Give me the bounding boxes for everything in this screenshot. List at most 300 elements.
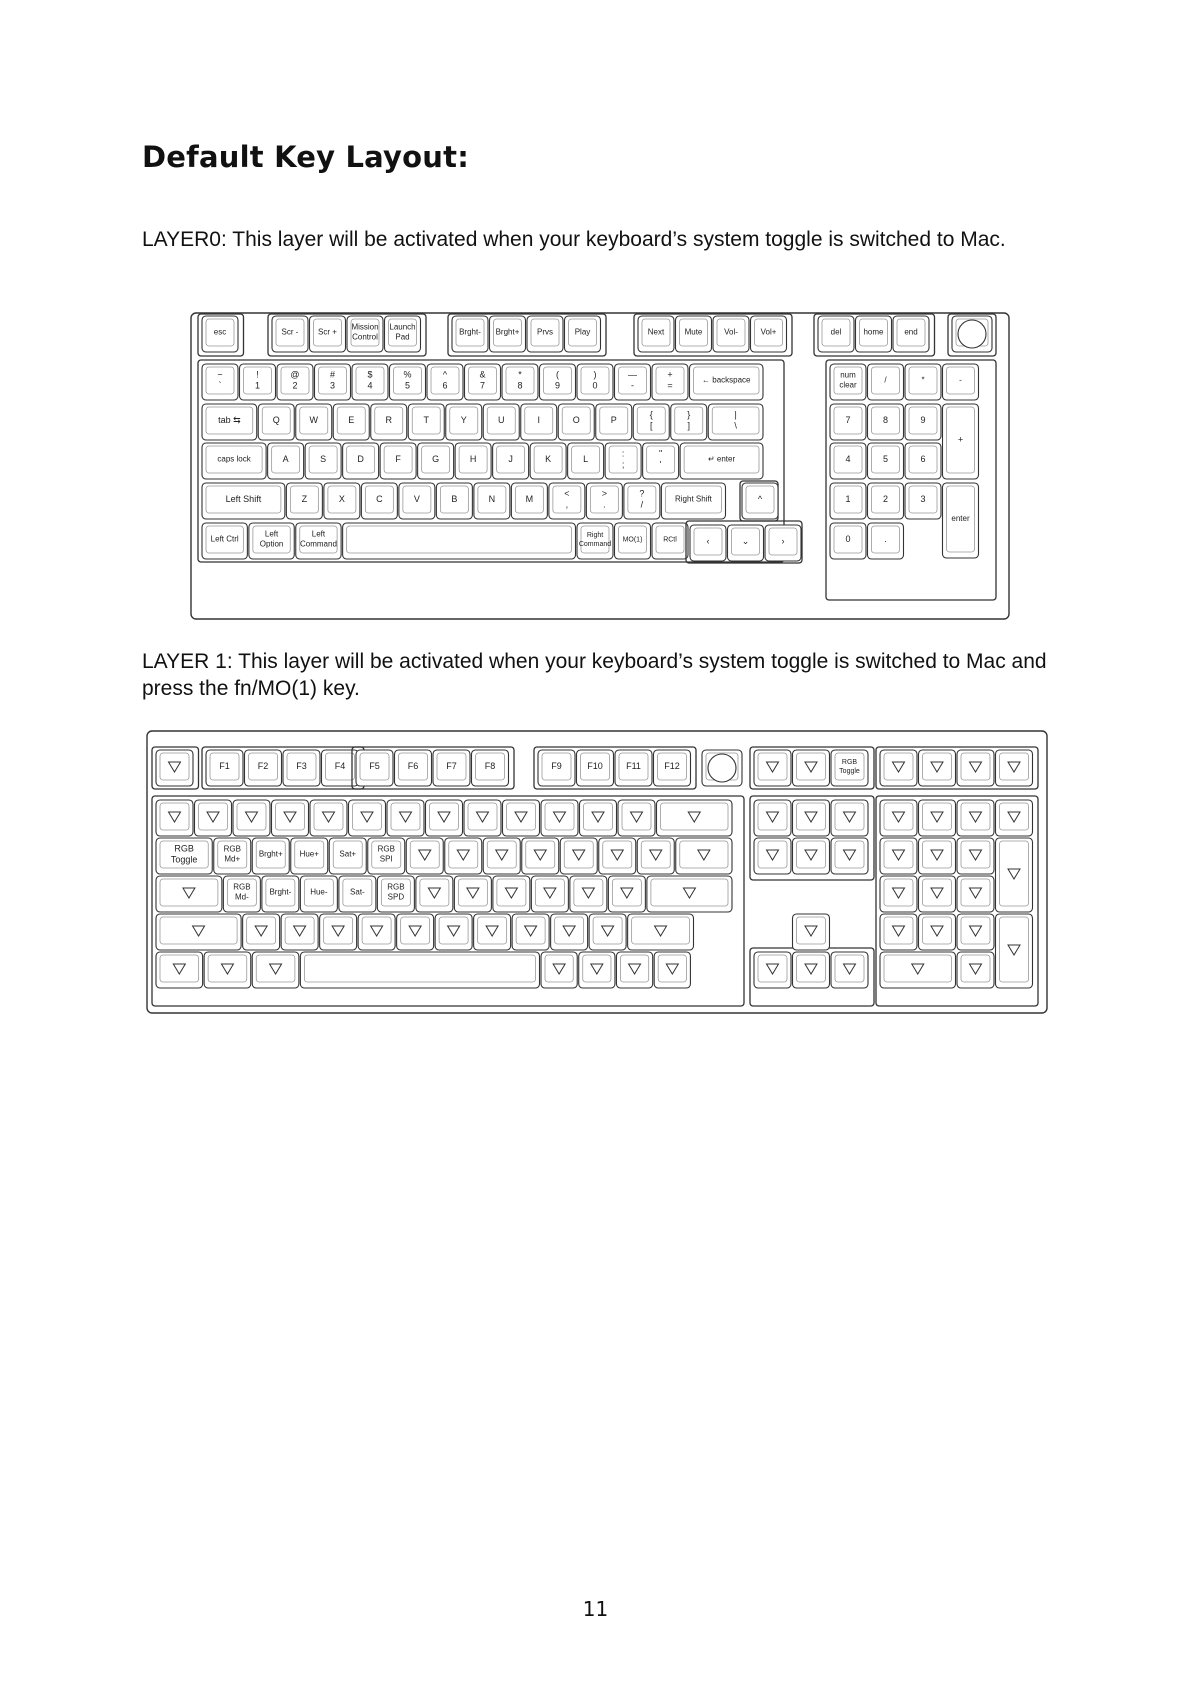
svg-text:Md-: Md- — [234, 892, 249, 902]
key-fn-row — [245, 750, 282, 786]
key-numpad — [868, 364, 904, 400]
svg-text:8: 8 — [882, 415, 889, 425]
svg-text:R: R — [385, 415, 392, 425]
svg-text:RGB: RGB — [223, 844, 241, 854]
svg-text:tab ⇆: tab ⇆ — [218, 415, 241, 425]
svg-text:3: 3 — [920, 494, 926, 504]
svg-text:—: — — [628, 369, 637, 380]
key-numpad — [919, 914, 956, 950]
layer1-description: LAYER 1: This layer will be activated when your keyboard’s system toggle is switched to Mac and press the fn/MO(1) key. — [142, 650, 1047, 700]
svg-text:del: del — [830, 327, 842, 337]
key-fn-row — [272, 316, 308, 352]
key — [352, 364, 388, 400]
key-space — [300, 952, 539, 988]
svg-text:8: 8 — [517, 380, 523, 391]
key — [483, 838, 520, 874]
svg-text:5: 5 — [882, 454, 889, 464]
svg-text:RGB: RGB — [174, 843, 194, 854]
svg-text:D: D — [357, 454, 364, 464]
key-fn-row — [565, 316, 601, 352]
key — [252, 838, 289, 874]
svg-text:M: M — [525, 494, 534, 504]
svg-text:N: N — [488, 494, 496, 504]
key-fn-row — [356, 750, 393, 786]
svg-text:Command: Command — [578, 540, 612, 548]
svg-text:(: ( — [556, 369, 559, 380]
key — [427, 364, 463, 400]
svg-text:\: \ — [734, 420, 737, 431]
svg-text:← backspace: ← backspace — [702, 375, 751, 385]
svg-text:H: H — [469, 454, 477, 464]
knob — [702, 750, 742, 786]
svg-text:SPI: SPI — [379, 854, 393, 864]
key — [243, 914, 280, 950]
key-fn-row — [754, 750, 791, 786]
svg-text:K: K — [545, 454, 552, 464]
key — [605, 443, 641, 479]
key — [568, 443, 604, 479]
svg-text:+: + — [667, 369, 673, 380]
key-modifier — [296, 523, 341, 559]
key-numpad-plus — [943, 404, 979, 479]
key — [608, 876, 645, 912]
svg-text:]: ] — [687, 420, 691, 431]
key — [577, 364, 613, 400]
svg-text:F11: F11 — [626, 761, 641, 771]
key — [343, 443, 379, 479]
svg-text:7: 7 — [479, 380, 486, 391]
svg-text:RGB: RGB — [377, 844, 395, 854]
key-modifier — [579, 952, 615, 988]
key — [272, 800, 309, 836]
svg-text:7: 7 — [845, 415, 851, 425]
svg-text:G: G — [432, 454, 440, 464]
key — [240, 364, 276, 400]
key — [586, 483, 622, 519]
svg-text:#: # — [329, 369, 336, 380]
svg-text:;: ; — [621, 459, 625, 470]
svg-text:Play: Play — [574, 327, 591, 337]
key-numpad — [957, 914, 994, 950]
svg-text:Z: Z — [301, 494, 308, 504]
key — [512, 914, 549, 950]
key — [406, 838, 443, 874]
key — [195, 800, 232, 836]
svg-text:F10: F10 — [587, 761, 603, 771]
key — [397, 914, 434, 950]
key-fn-row — [385, 316, 421, 352]
svg-text:end: end — [904, 327, 918, 337]
key-nav — [831, 800, 868, 836]
key — [549, 483, 585, 519]
key — [281, 914, 318, 950]
key-numpad — [880, 800, 917, 836]
svg-text:0: 0 — [845, 534, 851, 544]
page-number: 11 — [582, 1597, 609, 1621]
svg-text:RGB: RGB — [233, 882, 251, 892]
key — [435, 914, 472, 950]
key-numpad — [868, 523, 904, 559]
svg-text:6: 6 — [442, 380, 448, 391]
svg-text:RGB: RGB — [387, 882, 405, 892]
key-fn-row — [490, 316, 526, 352]
svg-text:S: S — [320, 454, 327, 464]
key-arrow — [690, 525, 726, 561]
key — [445, 838, 482, 874]
key-numpad — [880, 914, 917, 950]
key — [277, 364, 313, 400]
svg-text:-: - — [631, 380, 634, 391]
key — [493, 443, 529, 479]
svg-text:2: 2 — [292, 380, 298, 391]
key — [258, 404, 294, 440]
svg-text:*: * — [921, 375, 925, 385]
key-fn-row — [957, 750, 994, 786]
key-backspace — [690, 364, 764, 400]
svg-text:Option: Option — [259, 539, 284, 549]
svg-text:9: 9 — [554, 380, 561, 391]
key — [436, 483, 472, 519]
key-nav — [793, 838, 830, 874]
key-modifier — [652, 523, 688, 559]
svg-text:Prvs: Prvs — [537, 327, 553, 337]
key — [570, 876, 607, 912]
svg-text:F12: F12 — [664, 761, 680, 771]
svg-text:›: › — [781, 536, 785, 546]
key — [296, 404, 332, 440]
key — [426, 800, 463, 836]
key — [418, 443, 454, 479]
key — [156, 876, 222, 912]
key-numpad — [880, 838, 917, 874]
key — [521, 404, 557, 440]
key — [558, 404, 594, 440]
key — [503, 800, 540, 836]
key — [560, 838, 597, 874]
key-modifier — [249, 523, 294, 559]
svg-text:`: ` — [218, 380, 222, 391]
svg-text:⌄: ⌄ — [741, 536, 750, 546]
svg-text:E: E — [348, 415, 355, 425]
key — [368, 838, 405, 874]
key — [324, 483, 360, 519]
key-rgb — [156, 838, 212, 874]
svg-text:{: { — [649, 409, 653, 420]
key — [647, 876, 732, 912]
svg-text:Left Ctrl: Left Ctrl — [210, 534, 239, 544]
key-numpad — [868, 483, 904, 519]
key-fn-row — [452, 316, 488, 352]
key — [300, 876, 337, 912]
key — [291, 838, 328, 874]
key-numpad — [919, 838, 956, 874]
svg-text:!: ! — [256, 369, 259, 380]
svg-text:Next: Next — [647, 327, 665, 337]
svg-text:F: F — [395, 454, 401, 464]
svg-text:F9: F9 — [551, 761, 562, 771]
svg-text:%: % — [403, 369, 412, 380]
key-fn-row — [638, 316, 674, 352]
svg-text:RGB: RGB — [841, 758, 858, 766]
key-caps-lock — [202, 443, 266, 479]
key-fn-row — [751, 316, 787, 352]
key-left-shift — [202, 483, 285, 519]
svg-text:Md+: Md+ — [224, 854, 241, 864]
key — [530, 443, 566, 479]
svg-text:Mission: Mission — [351, 322, 379, 332]
svg-text:F5: F5 — [369, 761, 380, 771]
key — [652, 364, 688, 400]
svg-text:I: I — [537, 415, 541, 425]
key — [377, 876, 414, 912]
svg-text:Right: Right — [586, 531, 604, 539]
svg-text:RCtl: RCtl — [663, 536, 677, 544]
key — [643, 443, 679, 479]
svg-text:Sat+: Sat+ — [339, 849, 357, 859]
svg-text:V: V — [413, 494, 420, 504]
key — [455, 443, 491, 479]
svg-text:Vol-: Vol- — [724, 327, 738, 337]
key — [156, 914, 241, 950]
key-numpad — [905, 404, 941, 440]
key-enter — [680, 443, 763, 479]
key-fn-row — [893, 316, 929, 352]
key-fn-row — [713, 316, 749, 352]
key — [329, 838, 366, 874]
key-numpad — [868, 443, 904, 479]
key — [305, 443, 341, 479]
key-numpad — [957, 952, 994, 988]
key — [464, 800, 501, 836]
key — [618, 800, 655, 836]
key — [502, 364, 538, 400]
key-fn-row — [615, 750, 652, 786]
key — [657, 800, 733, 836]
key — [416, 876, 453, 912]
svg-text:,: , — [565, 499, 569, 510]
key — [599, 838, 636, 874]
svg-text:Vol+: Vol+ — [760, 327, 777, 337]
key-modifier — [202, 523, 247, 559]
svg-text:Mute: Mute — [684, 327, 703, 337]
key-numpad — [830, 443, 866, 479]
svg-text:+: + — [957, 434, 964, 445]
svg-text:*: * — [518, 369, 522, 380]
key-numpad — [905, 483, 941, 519]
svg-text:home: home — [863, 327, 884, 337]
key-modifier — [654, 952, 690, 988]
key-nav — [831, 838, 868, 874]
key-fn-row — [654, 750, 691, 786]
svg-text:Sat-: Sat- — [350, 887, 365, 897]
key — [483, 404, 519, 440]
key-arrow — [754, 952, 791, 988]
key-fn-row — [322, 750, 359, 786]
key-numpad — [830, 364, 866, 400]
svg-text:}: } — [687, 409, 691, 420]
key-fn-row — [347, 316, 383, 352]
knob — [952, 316, 992, 352]
svg-text:Right Shift: Right Shift — [674, 494, 712, 504]
svg-text:=: = — [667, 380, 673, 391]
key-modifier — [204, 952, 251, 988]
svg-text:[: [ — [649, 420, 653, 431]
svg-text:B: B — [451, 494, 458, 504]
key-fn-row — [310, 316, 346, 352]
key — [541, 800, 578, 836]
svg-text:F8: F8 — [484, 761, 496, 771]
svg-text:esc: esc — [213, 327, 227, 337]
svg-text:T: T — [423, 415, 429, 425]
key-numpad — [996, 800, 1033, 836]
key-numpad — [830, 404, 866, 440]
page-heading: Default Key Layout: — [142, 140, 469, 174]
svg-text:U: U — [498, 415, 505, 425]
svg-text:0: 0 — [592, 380, 598, 391]
key-space — [343, 523, 576, 559]
svg-text:Brght+: Brght+ — [258, 849, 283, 859]
key-fn-row — [831, 750, 868, 786]
key — [380, 443, 416, 479]
key-nav — [754, 838, 791, 874]
svg-text:SPD: SPD — [387, 892, 405, 902]
svg-text:F3: F3 — [296, 761, 307, 771]
svg-text:W: W — [309, 415, 318, 425]
key — [676, 838, 732, 874]
svg-text:Control: Control — [352, 332, 378, 342]
key-arrow — [793, 952, 830, 988]
key — [522, 838, 559, 874]
svg-text:': ' — [659, 459, 662, 470]
key — [233, 800, 270, 836]
key — [671, 404, 707, 440]
key — [511, 483, 547, 519]
svg-text:clear: clear — [839, 380, 857, 390]
svg-text:P: P — [610, 415, 617, 425]
svg-text:Left: Left — [311, 529, 326, 539]
key — [315, 364, 351, 400]
svg-text:Brght-: Brght- — [269, 887, 292, 897]
svg-text:F2: F2 — [257, 761, 269, 771]
svg-text:Brght-: Brght- — [459, 327, 481, 337]
key — [339, 876, 376, 912]
key — [333, 404, 369, 440]
key-numpad — [919, 876, 956, 912]
svg-text:Hue-: Hue- — [310, 887, 328, 897]
key-fn-row — [472, 750, 509, 786]
layer0-description: LAYER0: This layer will be activated when your keyboard’s system toggle is switched to Mac. — [142, 228, 1006, 251]
key-modifier — [577, 523, 613, 559]
svg-text:F1: F1 — [219, 761, 230, 771]
svg-text:4: 4 — [845, 454, 851, 464]
svg-text:J: J — [508, 454, 513, 464]
svg-text:1: 1 — [254, 380, 261, 391]
key — [596, 404, 632, 440]
svg-text:$: $ — [367, 369, 373, 380]
key — [358, 914, 395, 950]
key — [399, 483, 435, 519]
svg-text:&: & — [479, 369, 486, 380]
key — [446, 404, 482, 440]
svg-text:A: A — [282, 454, 289, 464]
svg-text:.: . — [603, 499, 606, 510]
key-numpad — [880, 876, 917, 912]
key-modifier — [541, 952, 577, 988]
key-numpad-enter — [996, 914, 1033, 988]
key — [633, 404, 669, 440]
key-fn-row — [433, 750, 470, 786]
key-numpad-plus — [996, 838, 1033, 912]
key-numpad — [868, 404, 904, 440]
svg-text:↵ enter: ↵ enter — [707, 454, 736, 464]
svg-text:-: - — [959, 375, 962, 385]
key-fn-row — [676, 316, 712, 352]
key — [387, 800, 424, 836]
svg-text:num: num — [840, 370, 856, 380]
key — [474, 914, 511, 950]
key-up-arrow — [742, 483, 778, 519]
key-fn-row — [202, 316, 238, 352]
key-modifier — [252, 952, 299, 988]
key-numpad — [943, 364, 979, 400]
key — [628, 914, 694, 950]
svg-text:3: 3 — [329, 380, 336, 391]
key-fn-row — [283, 750, 320, 786]
svg-text:Y: Y — [460, 415, 467, 425]
svg-text:2: 2 — [882, 494, 889, 504]
key-arrow — [728, 525, 764, 561]
svg-text::: : — [621, 448, 625, 459]
svg-text:): ) — [593, 369, 597, 380]
key-fn-row — [818, 316, 854, 352]
svg-text:F7: F7 — [446, 761, 457, 771]
svg-text:/: / — [640, 499, 644, 510]
key — [637, 838, 674, 874]
key-nav — [793, 800, 830, 836]
svg-text:MO(1): MO(1) — [622, 536, 643, 544]
key — [320, 914, 357, 950]
key — [493, 876, 530, 912]
svg-text:Left: Left — [264, 529, 279, 539]
key — [551, 914, 588, 950]
svg-text:caps lock: caps lock — [217, 454, 251, 464]
key — [589, 914, 626, 950]
svg-text:": " — [659, 448, 663, 459]
key-fn-row — [793, 750, 830, 786]
key-numpad — [905, 364, 941, 400]
svg-text:1: 1 — [845, 494, 851, 504]
key-fn-row — [919, 750, 956, 786]
svg-text:5: 5 — [404, 380, 411, 391]
layer1-keyboard-diagram — [146, 730, 1048, 1014]
svg-text:Scr +: Scr + — [318, 327, 337, 337]
key — [531, 876, 568, 912]
key-numpad-enter — [943, 483, 979, 558]
key — [540, 364, 576, 400]
key-modifier — [156, 952, 203, 988]
key — [708, 404, 763, 440]
svg-text:|: | — [734, 409, 737, 420]
key-fn-row — [856, 316, 892, 352]
svg-text:L: L — [583, 454, 589, 464]
key — [474, 483, 510, 519]
svg-text:Command: Command — [299, 539, 337, 549]
key-numpad — [830, 483, 866, 519]
key-up-arrow — [793, 914, 830, 950]
key-numpad — [830, 523, 866, 559]
svg-text:Brght+: Brght+ — [495, 327, 520, 337]
svg-text:.: . — [884, 534, 887, 544]
